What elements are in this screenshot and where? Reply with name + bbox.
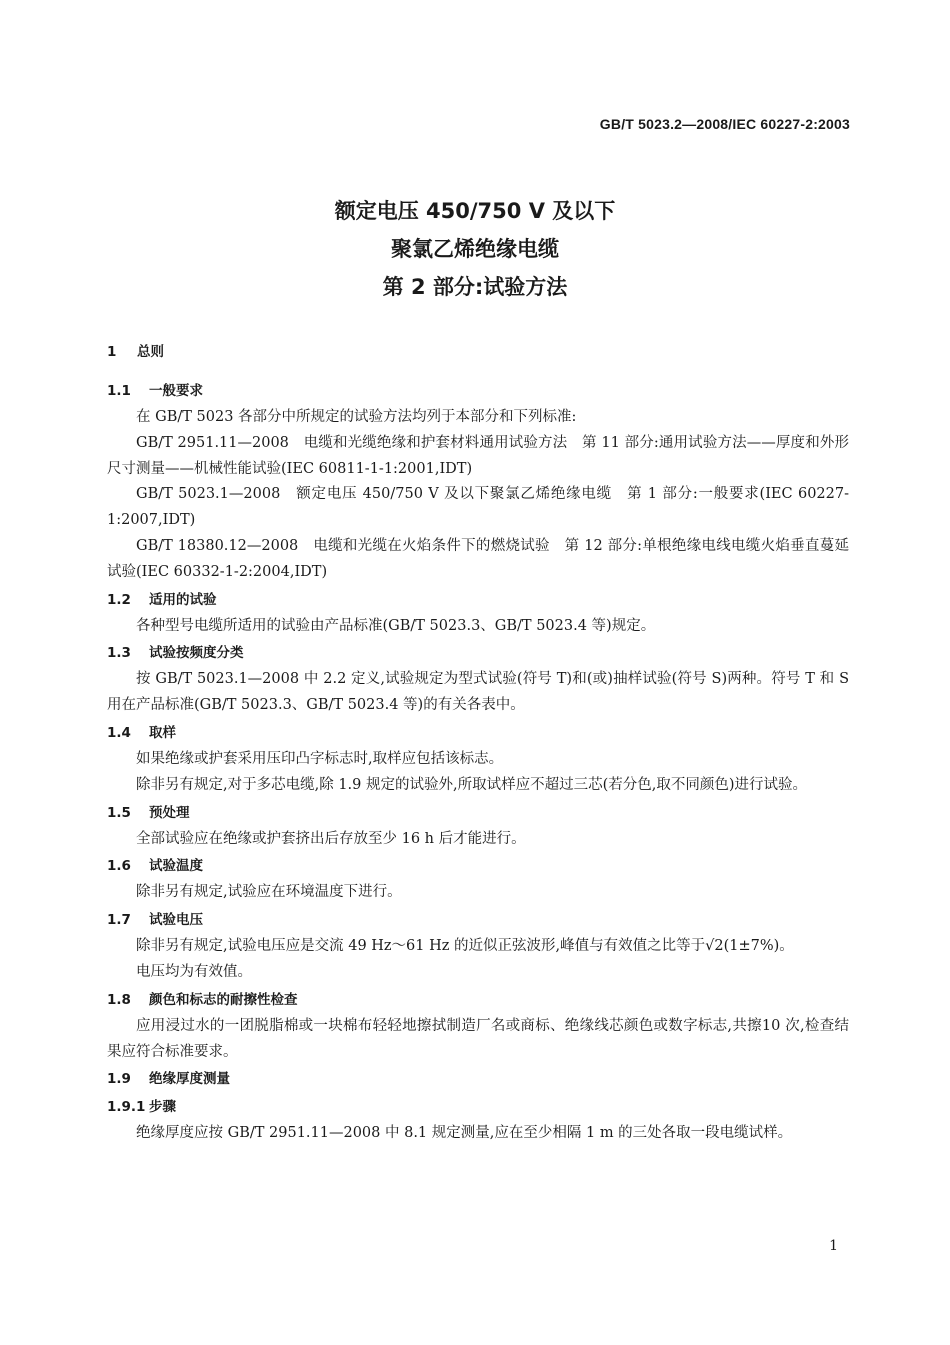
section-number: 1.8 bbox=[107, 991, 131, 1008]
paragraph: GB/T 18380.12—2008 电缆和光缆在火焰条件下的燃烧试验 第 12 部分:单根绝缘电线电缆火焰垂直蔓延试验(IEC 60332-1-2:2004,IDT) bbox=[107, 537, 849, 580]
paragraph: GB/T 5023.1—2008 额定电压 450/750 V 及以下聚氯乙烯绝缘电缆 第 1 部分:一般要求(IEC 60227-1:2007,IDT) bbox=[107, 486, 849, 529]
section-number: 1.1 bbox=[107, 383, 131, 399]
section-number: 1.5 bbox=[107, 804, 131, 821]
section-heading bbox=[107, 587, 849, 614]
section-heading bbox=[107, 640, 849, 667]
paragraph: GB/T 2951.11—2008 电缆和光缆绝缘和护套材料通用试验方法 第 11 部分:通用试验方法——厚度和外形尺寸测量——机械性能试验(IEC 60811-1-1:2001,IDT) bbox=[107, 434, 849, 477]
section-title: 颜色和标志的耐擦性检查 bbox=[149, 991, 298, 1008]
section-heading bbox=[107, 853, 849, 880]
section-heading bbox=[107, 720, 849, 747]
section-title: 试验电压 bbox=[149, 912, 203, 929]
paragraph: 全部试验应在绝缘或护套挤出后存放至少 16 h 后才能进行。 bbox=[136, 830, 526, 847]
section-number: 1.2 bbox=[107, 591, 131, 608]
paragraph: 应用浸过水的一团脱脂棉或一块棉布轻轻地擦拭制造厂名或商标、绝缘线芯颜色或数字标志,共擦10 次,检查结果应符合标准要求。 bbox=[107, 1017, 849, 1060]
section-title: 试验按频度分类 bbox=[149, 645, 244, 662]
section-title: 试验温度 bbox=[149, 858, 203, 875]
paragraph: 在 GB/T 5023 各部分中所规定的试验方法均列于本部分和下列标准: bbox=[136, 409, 577, 425]
paragraph: 电压均为有效值。 bbox=[136, 963, 252, 980]
section-title: 总则 bbox=[137, 344, 164, 360]
document-body bbox=[107, 338, 849, 1147]
section-number: 1.7 bbox=[107, 912, 131, 929]
section-number: 1.4 bbox=[107, 724, 131, 741]
section-title: 取样 bbox=[149, 724, 176, 741]
paragraph: 除非另有规定,试验应在环境温度下进行。 bbox=[136, 884, 402, 901]
section-heading bbox=[107, 800, 849, 827]
section-heading bbox=[107, 378, 849, 405]
section-heading bbox=[107, 987, 849, 1014]
section-heading bbox=[107, 907, 849, 934]
document-title bbox=[0, 192, 950, 306]
section-number: 1.3 bbox=[107, 645, 131, 662]
paragraph: 除非另有规定,对于多芯电缆,除 1.9 规定的试验外,所取试样应不超过三芯(若分色,取不同颜色)进行试验。 bbox=[136, 776, 808, 793]
paragraph: 按 GB/T 5023.1—2008 中 2.2 定义,试验规定为型式试验(符号 T)和(或)抽样试验(符号 S)两种。符号 T 和 S 用在产品标准(GB/T 5023.3、GB/T 5023.4 等)的有关各表中。 bbox=[107, 671, 849, 714]
section-title: 步骤 bbox=[149, 1099, 176, 1116]
title-line-1: 额定电压 450/750 V 及以下 bbox=[334, 199, 616, 223]
section-number: 1.9.1 bbox=[107, 1099, 146, 1116]
standard-code: GB/T 5023.2—2008/IEC 60227-2:2003 bbox=[599, 116, 850, 132]
page-number: 1 bbox=[829, 1238, 838, 1254]
section-heading bbox=[107, 339, 849, 366]
section-number: 1 bbox=[107, 344, 117, 360]
paragraph: 如果绝缘或护套采用压印凸字标志时,取样应包括该标志。 bbox=[136, 750, 504, 767]
section-title: 适用的试验 bbox=[149, 591, 217, 608]
section-number: 1.6 bbox=[107, 858, 131, 875]
section-title: 一般要求 bbox=[149, 383, 203, 399]
section-title: 预处理 bbox=[149, 804, 190, 821]
title-line-3: 第 2 部分:试验方法 bbox=[382, 275, 568, 299]
section-heading bbox=[107, 1094, 849, 1121]
paragraph: 除非另有规定,试验电压应是交流 49 Hz～61 Hz 的近似正弦波形,峰值与有效值之比等于√2(1±7%)。 bbox=[136, 938, 794, 955]
section-heading bbox=[107, 1066, 849, 1093]
section-title: 绝缘厚度测量 bbox=[149, 1071, 230, 1088]
title-line-2: 聚氯乙烯绝缘电缆 bbox=[391, 237, 559, 261]
paragraph: 各种型号电缆所适用的试验由产品标准(GB/T 5023.3、GB/T 5023.4 等)规定。 bbox=[136, 617, 656, 634]
section-number: 1.9 bbox=[107, 1071, 131, 1088]
paragraph: 绝缘厚度应按 GB/T 2951.11—2008 中 8.1 规定测量,应在至少相隔 1 m 的三处各取一段电缆试样。 bbox=[136, 1125, 793, 1142]
